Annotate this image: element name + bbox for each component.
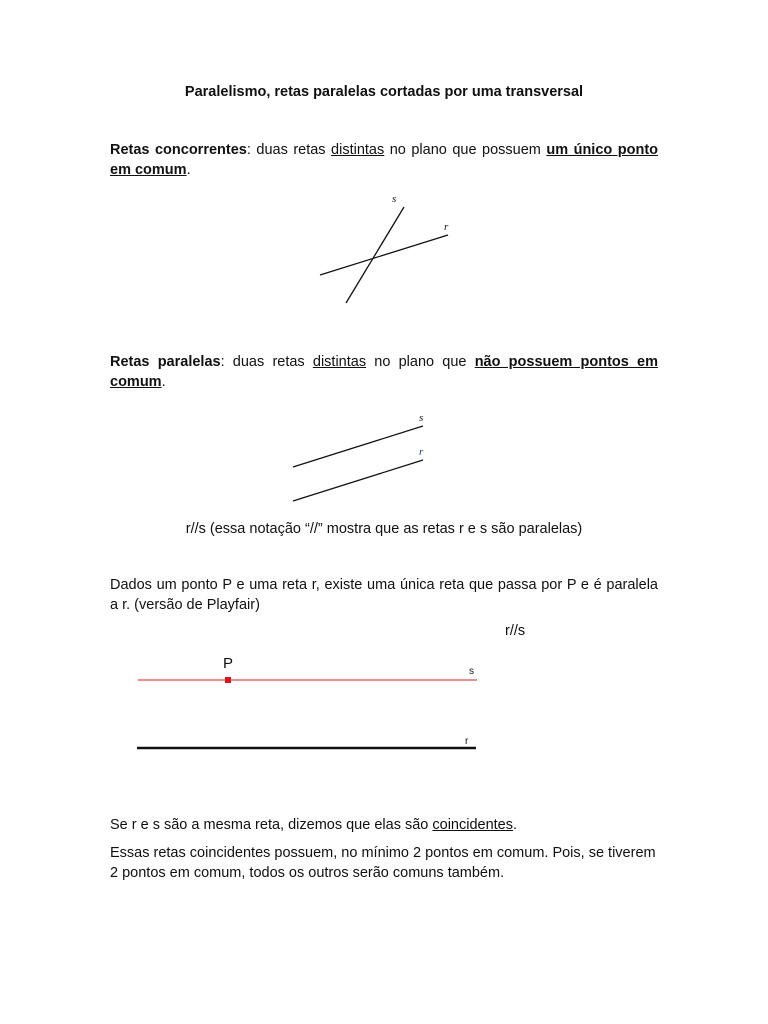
concorrentes-text-2: no plano que possuem [384, 142, 547, 158]
playfair-caption: r//s [505, 623, 526, 639]
concorrentes-distintas: distintas [331, 142, 385, 158]
label-s-parallel: s [419, 412, 424, 424]
notation-text: r//s (essa notação “//” mostra que as retas r e s são paralelas) [185, 521, 583, 537]
coincidentes-text-1: Se r e s são a mesma reta, dizemos que elas são [110, 817, 433, 833]
paralelas-term: Retas paralelas [110, 354, 221, 370]
concorrentes-end: . [186, 162, 191, 178]
label-s-intersecting: s [392, 193, 397, 205]
paralelas-emphasis: não possuem pontos em comum [110, 354, 658, 390]
point-p [225, 677, 231, 683]
page-title: Paralelismo, retas paralelas cortadas por uma transversal [184, 84, 584, 100]
coincidentes-end: . [513, 817, 518, 833]
label-r-parallel: r [419, 446, 424, 458]
coincidentes-definition [110, 815, 658, 835]
paralelas-text-2: no plano que [366, 354, 475, 370]
label-r-intersecting: r [444, 221, 449, 233]
coincidentes-word: coincidentes [432, 817, 513, 833]
label-p: P [223, 655, 234, 672]
label-r-playfair: r [465, 736, 469, 747]
concorrentes-text-1: : duas retas [246, 142, 332, 158]
coincidentes-note: Essas retas coincidentes possuem, no mínimo 2 pontos em comum. Pois, se tiverem 2 pontos em comum, todos os outros serão comuns também. [110, 845, 656, 881]
playfair-statement: Dados um ponto P e uma reta r, existe uma única reta que passa por P e é paralela a r. (versão de Playfair) [110, 577, 658, 613]
paralelas-distintas: distintas [312, 354, 367, 370]
label-s-playfair: s [469, 666, 474, 677]
paralelas-end: . [161, 374, 166, 390]
concorrentes-term: Retas concorrentes [110, 142, 247, 158]
paralelas-text-1: : duas retas [220, 354, 313, 370]
concorrentes-emphasis: um único ponto em comum [110, 142, 658, 178]
